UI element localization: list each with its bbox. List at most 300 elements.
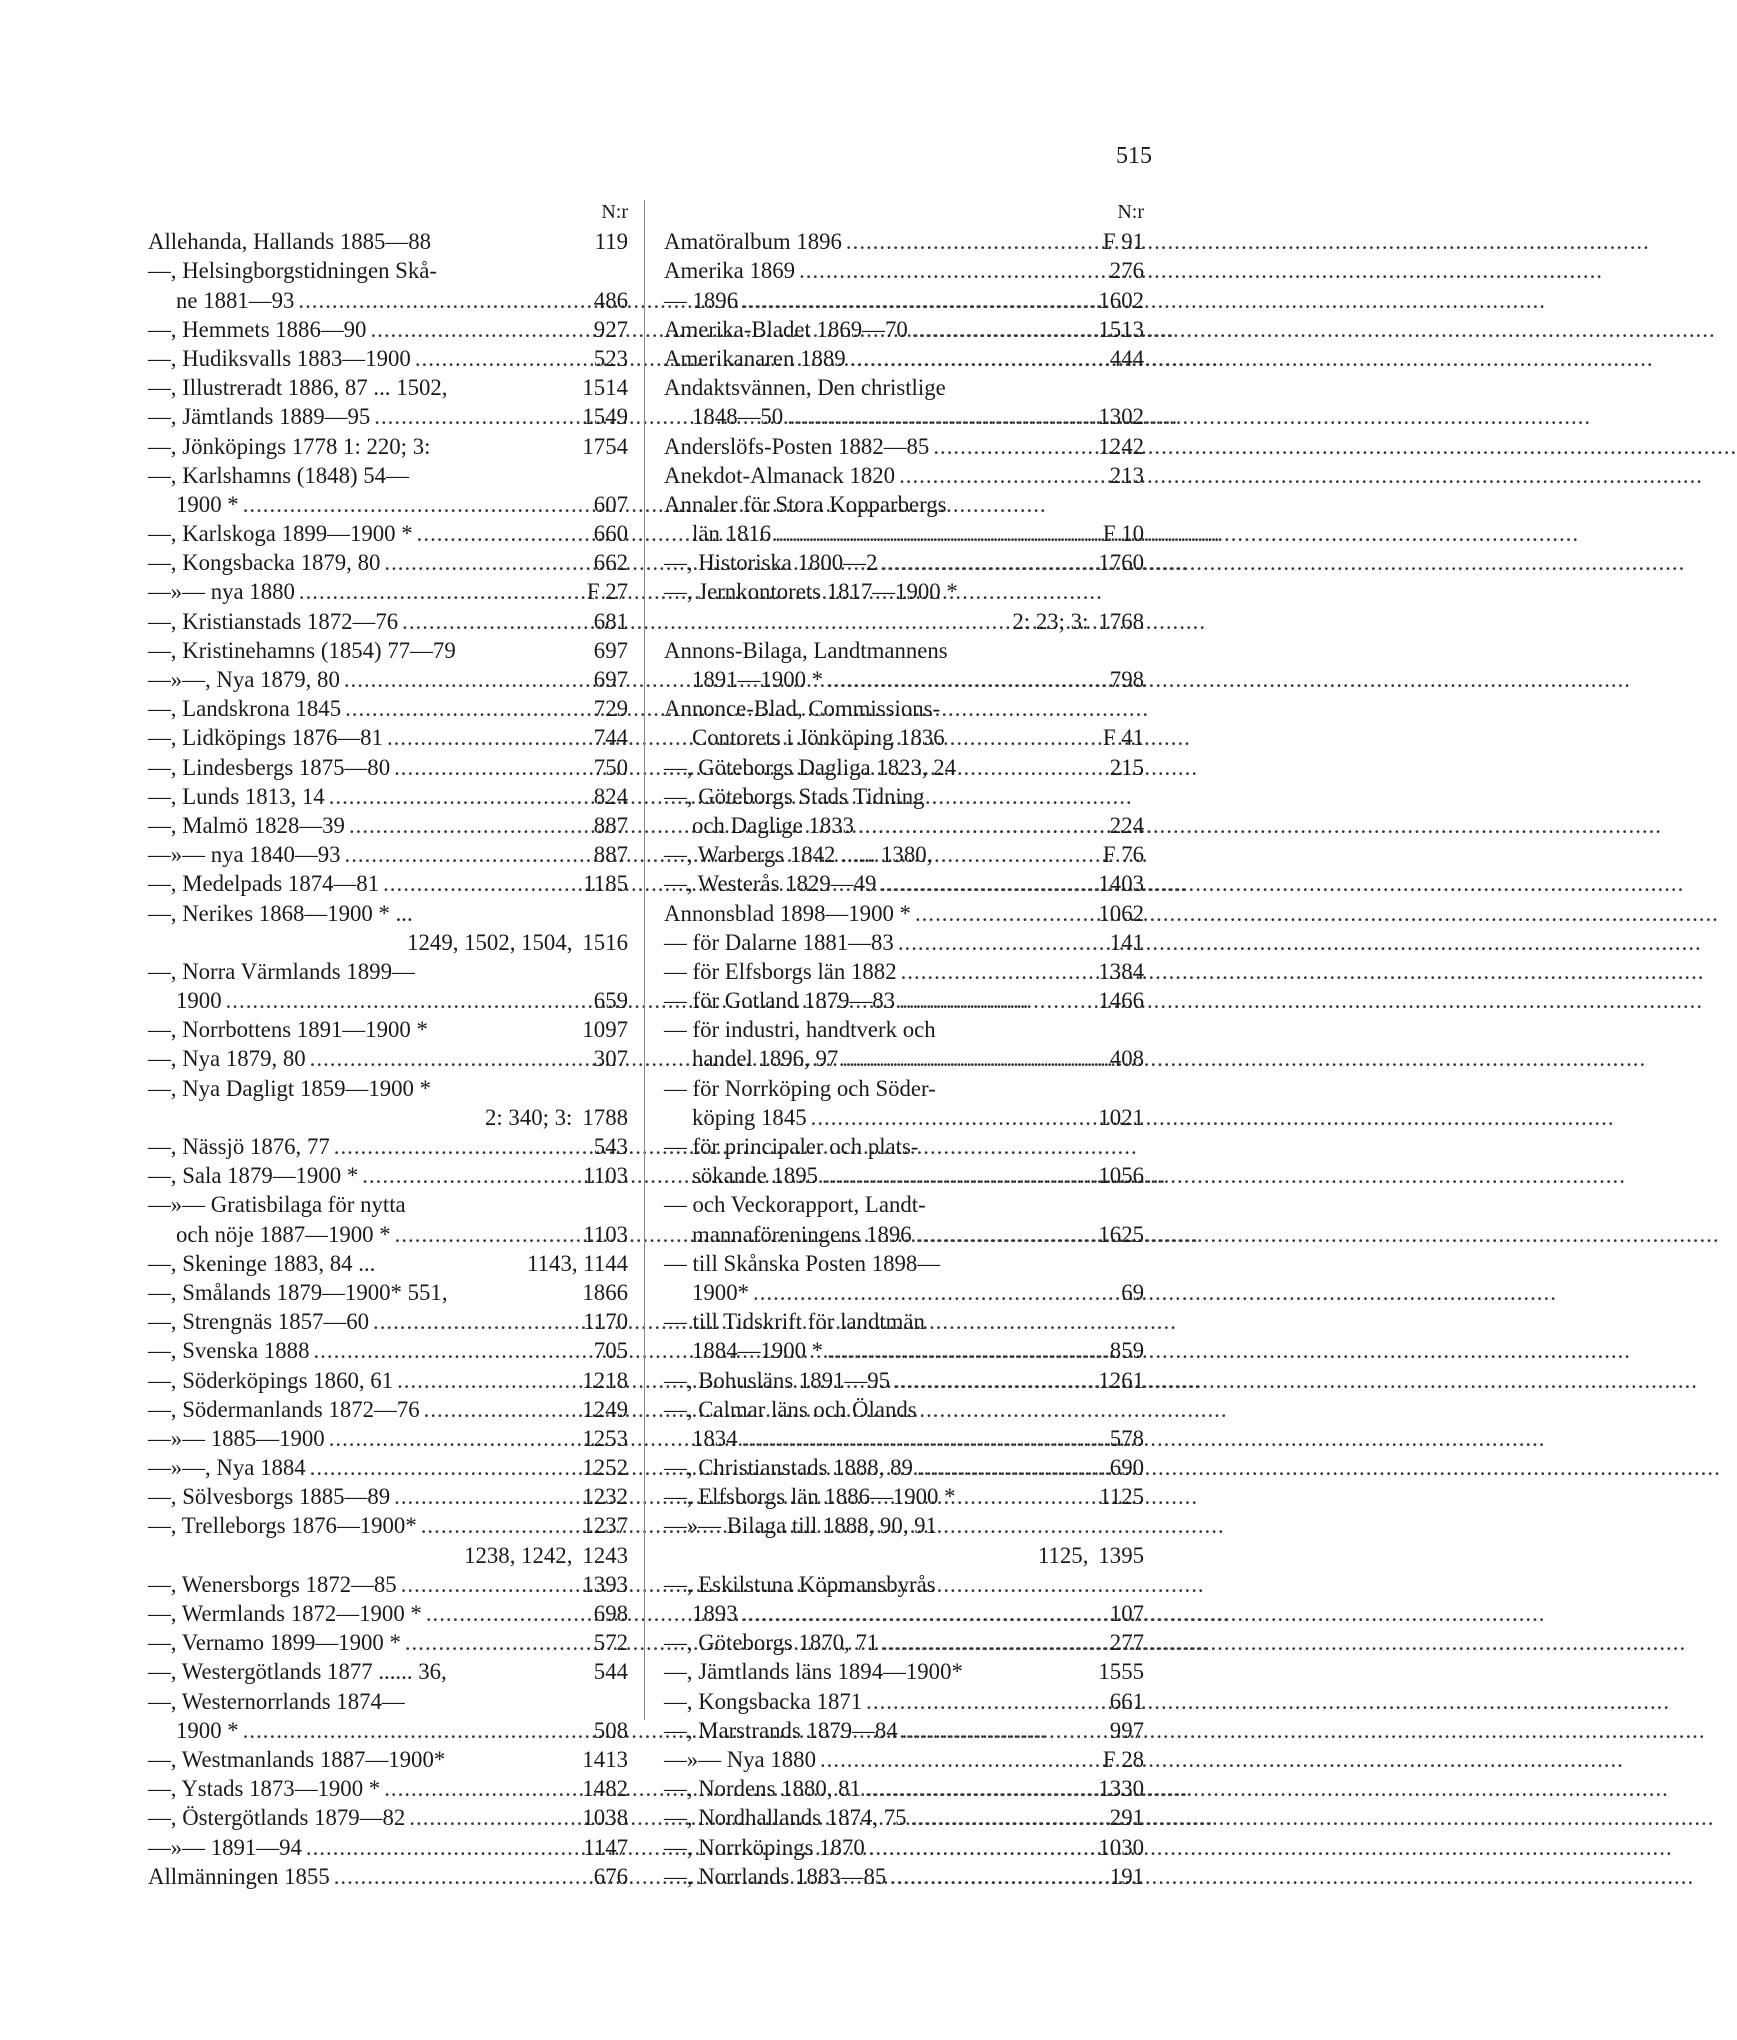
index-entry <box>148 1803 628 1832</box>
index-entry <box>664 694 1144 723</box>
dot-leader <box>827 665 1106 694</box>
index-column-left <box>148 198 628 1891</box>
index-entry <box>664 1774 1144 1803</box>
index-entry <box>664 1687 1144 1716</box>
entry-title: —, Wermlands 1872—1900 * <box>148 1601 422 1626</box>
entry-title: —, Lidköpings 1876—81 <box>148 725 383 751</box>
entry-title: Contorets i Jönköping 1836 <box>692 725 945 751</box>
index-entry <box>664 1511 1144 1540</box>
entry-title: län 1816 <box>692 521 772 547</box>
entry-ref-number: 1549 <box>582 404 628 430</box>
entry-title: —, Wenersborgs 1872—85 <box>148 1571 397 1597</box>
index-entry <box>148 1220 628 1249</box>
entry-ref-number: F 76 <box>1102 842 1144 868</box>
index-entry <box>148 432 628 461</box>
entry-title: Amatöralbum 1896 <box>664 229 842 255</box>
dot-leader <box>933 432 1094 461</box>
entry-ref-number: F 10 <box>1102 521 1144 547</box>
index-entry <box>664 315 1144 344</box>
dot-leader <box>902 1716 1106 1745</box>
index-entry <box>148 1657 628 1686</box>
entry-ref-number: 215 <box>1109 754 1144 780</box>
dot-leader <box>915 899 1094 928</box>
entry-title: —, Jernkontorets 1817—1900 * <box>664 579 958 605</box>
index-entry <box>664 1307 1144 1336</box>
entry-title: —, Östergötlands 1879—82 <box>148 1805 406 1831</box>
index-entry <box>664 1395 1144 1424</box>
entry-title: — för Dalarne 1881—83 <box>664 929 894 955</box>
index-entry <box>148 1599 628 1628</box>
dot-leader <box>395 1220 580 1249</box>
index-entry <box>664 1015 1144 1044</box>
index-entry <box>664 461 1144 490</box>
entry-ref-number: 141 <box>1109 929 1144 955</box>
index-entry <box>148 1628 628 1657</box>
entry-title: Annonsblad 1898—1900 * <box>664 900 911 926</box>
entry-title: Allmänningen 1855 <box>148 1863 330 1889</box>
entry-ref-number: 859 <box>1109 1338 1144 1364</box>
entry-ref-number: 698 <box>593 1601 628 1626</box>
entry-title: —, Christianstads 1888, 89 <box>664 1455 913 1481</box>
dot-leader <box>298 286 589 315</box>
entry-ref-number: 1625 <box>1098 1221 1144 1247</box>
entry-ref-number: 69 <box>1121 1279 1144 1305</box>
index-entry <box>664 1570 1144 1599</box>
dot-leader <box>387 723 590 752</box>
index-entry <box>148 1395 628 1424</box>
entry-title: ne 1881—93 <box>176 287 295 313</box>
entry-ref-number: 1237 <box>582 1513 628 1539</box>
entry-title: —, Calmar läns och Ölands <box>664 1396 917 1422</box>
dot-leader <box>894 1366 1094 1395</box>
entry-title: — och Veckorapport, Landt- <box>664 1192 926 1218</box>
index-entry <box>148 1541 628 1570</box>
entry-ref-number: 508 <box>593 1717 628 1743</box>
dot-leader <box>916 1220 1095 1249</box>
entry-title: och nöje 1887—1900 * <box>176 1221 391 1247</box>
entry-ref-number: 543 <box>593 1134 628 1159</box>
dot-leader <box>243 490 590 519</box>
entry-title: —»— 1885—1900 <box>148 1425 325 1451</box>
entry-title: —, Ystads 1873—1900 * <box>148 1776 381 1802</box>
entry-title: handel 1896, 97 <box>692 1046 839 1072</box>
entry-title: —, Sala 1879—1900 * <box>148 1163 359 1189</box>
dot-leader <box>827 1336 1106 1365</box>
entry-ref-number: 697 <box>593 667 628 692</box>
dot-leader <box>345 694 590 723</box>
dot-leader <box>882 1628 1106 1657</box>
index-entry <box>664 753 1144 782</box>
dot-leader <box>911 1803 1106 1832</box>
entry-title: —, Norrlands 1883—85 <box>664 1863 887 1889</box>
page-number: 515 <box>1116 143 1152 169</box>
entry-ref-number: 578 <box>1109 1425 1144 1451</box>
dot-leader <box>880 869 1094 898</box>
entry-title: Anderslöfs-Posten 1882—85 <box>664 433 930 459</box>
entry-title: —, Nordens 1880, 81 <box>664 1776 861 1802</box>
entry-title: —, Smålands 1879—1900* 551, <box>148 1279 448 1305</box>
index-entry <box>664 1833 1144 1862</box>
dot-leader <box>345 840 590 869</box>
index-entry <box>148 1044 628 1073</box>
index-entry <box>148 957 628 986</box>
entry-ref-number: 676 <box>593 1863 628 1889</box>
entry-title: Allehanda, Hallands 1885—88 <box>148 229 432 255</box>
index-entry <box>148 723 628 752</box>
index-entry <box>148 986 628 1015</box>
entry-title: —, Norrköpings 1870 <box>664 1834 865 1860</box>
entry-ref-number: 1021 <box>1098 1104 1144 1130</box>
entry-title: och Daglige 1833 <box>692 812 855 838</box>
entry-title: —, Göteborgs Dagliga 1823, 24 <box>664 754 957 780</box>
index-entry <box>148 1161 628 1190</box>
index-entry <box>148 548 628 577</box>
dot-leader <box>866 1687 1106 1716</box>
index-entry <box>664 1745 1144 1774</box>
entry-title: —, Norrbottens 1891—1900 * <box>148 1017 428 1043</box>
entry-title: — för Elfsborgs län 1882 <box>664 958 897 984</box>
index-entry <box>148 402 628 431</box>
index-entry <box>664 1103 1144 1132</box>
entry-title: mannaföreningens 1896 <box>692 1221 912 1247</box>
index-entry <box>148 1278 628 1307</box>
entry-ref-number: 1513 <box>1098 316 1144 342</box>
dot-leader <box>858 811 1106 840</box>
dot-leader <box>742 1599 1106 1628</box>
entry-ref-number: 119 <box>594 229 628 255</box>
dot-leader <box>799 256 1106 285</box>
index-entry <box>148 928 628 957</box>
entry-title: — till Skånska Posten 1898— <box>664 1250 941 1276</box>
dot-leader <box>912 315 1095 344</box>
entry-title: 1900 <box>176 988 222 1014</box>
dot-leader <box>417 519 590 548</box>
index-entry <box>664 577 1144 606</box>
entry-ref-number: 1302 <box>1098 404 1144 430</box>
dot-leader <box>226 986 590 1015</box>
dot-leader <box>394 1482 578 1511</box>
entry-title: —, Landskrona 1845 <box>148 696 342 722</box>
entry-ref-number: 1097 <box>582 1017 628 1043</box>
index-entry <box>148 227 628 256</box>
entry-title: —, Svenska 1888 <box>148 1338 310 1364</box>
index-entry <box>664 1657 1144 1686</box>
entry-ref-number: 1602 <box>1098 287 1144 313</box>
index-entry <box>148 1103 628 1132</box>
dot-leader <box>787 402 1094 431</box>
dot-leader <box>426 1599 590 1628</box>
entry-ref-number: 660 <box>593 521 628 547</box>
index-entry <box>664 344 1144 373</box>
index-entry <box>148 373 628 402</box>
dot-leader <box>344 665 590 694</box>
index-entry <box>148 1307 628 1336</box>
entry-ref-number: 1482 <box>582 1776 628 1802</box>
entry-ref-number: 1866 <box>582 1279 628 1305</box>
dot-leader <box>310 1453 579 1482</box>
entry-title: Annonce-Blad, Commissions- <box>664 696 941 722</box>
index-entry <box>664 1803 1144 1832</box>
entry-title: 1900 * <box>176 1717 239 1743</box>
entry-ref-number: 1788 <box>582 1104 628 1130</box>
dot-leader <box>349 811 590 840</box>
entry-title: —, Kongsbacka 1871 <box>664 1688 863 1714</box>
index-entry <box>148 344 628 373</box>
index-entry <box>664 957 1144 986</box>
entry-title: 1893 <box>692 1601 738 1626</box>
dot-leader <box>421 1511 579 1540</box>
entry-title: —, Malmö 1828—39 <box>148 812 345 838</box>
entry-title: Amerika 1869 <box>664 258 796 284</box>
index-entry <box>148 1336 628 1365</box>
entry-title: —, Nordhallands 1874, 75 <box>664 1805 907 1831</box>
entry-ref-number: 887 <box>593 812 628 838</box>
dot-leader <box>753 1278 1117 1307</box>
entry-list-right <box>664 227 1144 1891</box>
dot-leader <box>898 928 1106 957</box>
dot-leader <box>424 1395 579 1424</box>
entry-ref-number: 1218 <box>582 1367 628 1393</box>
entry-ref-number: 729 <box>593 696 628 722</box>
entry-ref-number: 1516 <box>582 929 628 955</box>
entry-ref-number: 1760 <box>1098 550 1144 576</box>
entry-title: 1249, 1502, 1504, <box>407 929 573 955</box>
entry-ref-number: 213 <box>1109 462 1144 488</box>
index-entry <box>664 899 1144 928</box>
dot-leader <box>822 1161 1094 1190</box>
index-entry <box>148 1190 628 1219</box>
entry-title: —, Kristinehamns (1854) 77—79 <box>148 637 456 663</box>
entry-ref-number: 1062 <box>1098 900 1144 926</box>
index-entry <box>664 402 1144 431</box>
entry-title: köping 1845 <box>692 1104 807 1130</box>
index-entry <box>148 1482 628 1511</box>
entry-ref-number: 1413 <box>582 1746 628 1772</box>
index-entry <box>148 577 628 606</box>
entry-title: —, Westmanlands 1887—1900* <box>148 1746 446 1772</box>
entry-ref-number: 1232 <box>582 1484 628 1510</box>
dot-leader <box>313 1336 589 1365</box>
entry-title: 1238, 1242, <box>464 1542 573 1568</box>
index-entry <box>664 1453 1144 1482</box>
entry-ref-number: 659 <box>593 988 628 1014</box>
entry-title: —, Hudiksvalls 1883—1900 <box>148 345 411 371</box>
entry-ref-number: F 41 <box>1102 725 1144 751</box>
dot-leader <box>334 1132 590 1161</box>
entry-title: — 1896 <box>664 287 739 313</box>
entry-title: 1891—1900 * <box>692 667 824 692</box>
entry-ref-number: 798 <box>1109 667 1144 692</box>
entry-title: —, Vernamo 1899—1900 * <box>148 1630 401 1656</box>
index-entry <box>664 723 1144 752</box>
entry-title: —, Eskilstuna Köpmansbyrås <box>664 1571 936 1597</box>
entry-title: —, Hemmets 1886—90 <box>148 316 367 342</box>
entry-title: —»— Nya 1880 <box>664 1746 816 1772</box>
index-entry <box>664 227 1144 256</box>
index-entry <box>148 1366 628 1395</box>
index-entry <box>664 1074 1144 1103</box>
entry-ref-number: 544 <box>593 1659 628 1685</box>
dot-leader <box>306 1833 579 1862</box>
entry-ref-number: 1395 <box>1098 1542 1144 1568</box>
entry-title: —, Jämtlands 1889—95 <box>148 404 371 430</box>
entry-ref-number: 1030 <box>1098 1834 1144 1860</box>
entry-ref-number: 1403 <box>1098 871 1144 897</box>
index-entry <box>664 986 1144 1015</box>
entry-ref-number: 997 <box>1109 1717 1144 1743</box>
index-entry <box>148 256 628 285</box>
dot-leader <box>811 1103 1095 1132</box>
index-entry <box>664 373 1144 402</box>
entry-ref-number: 690 <box>1109 1455 1144 1481</box>
dot-leader <box>334 1862 590 1891</box>
entry-title: —, Warbergs 1842 ...... 1380, <box>664 842 933 868</box>
index-entry <box>148 899 628 928</box>
entry-title: —, Karlskoga 1899—1900 * <box>148 521 413 547</box>
dot-leader <box>384 548 589 577</box>
dot-leader <box>401 1570 579 1599</box>
index-entry <box>148 1132 628 1161</box>
index-entry <box>664 256 1144 285</box>
entry-title: —»— Gratisbilaga för nytta <box>148 1192 406 1218</box>
entry-title: —, Elfsborgs län 1886—1900 * <box>664 1484 956 1510</box>
entry-ref-number: 1393 <box>582 1571 628 1597</box>
entry-title: —, Sölvesborgs 1885—89 <box>148 1484 391 1510</box>
dot-leader <box>402 607 590 636</box>
entry-ref-number: 1261 <box>1098 1367 1144 1393</box>
entry-title: —, Lindesbergs 1875—80 <box>148 754 391 780</box>
entry-title: —»— nya 1880 <box>148 579 295 605</box>
entry-title: — för Gotland 1879—83 <box>664 988 896 1014</box>
entry-title: —, Göteborgs 1870, 71 <box>664 1630 879 1656</box>
entry-title: —, Kongsbacka 1879, 80 <box>148 550 381 576</box>
entry-ref-number: 1514 <box>582 375 628 401</box>
index-entry <box>664 1220 1144 1249</box>
index-entry <box>148 1745 628 1774</box>
entry-list-left <box>148 227 628 1891</box>
dot-leader <box>901 957 1095 986</box>
index-entry <box>664 1482 1144 1511</box>
entry-title: —, Göteborgs Stads Tidning <box>664 783 925 809</box>
index-entry <box>664 1132 1144 1161</box>
entry-title: —, Nerikes 1868—1900 * ... <box>148 900 413 926</box>
entry-ref-number: 1768 <box>1098 608 1144 634</box>
entry-title: Anekdot-Almanack 1820 <box>664 462 896 488</box>
index-entry <box>148 840 628 869</box>
index-entry <box>148 1862 628 1891</box>
entry-title: —, Medelpads 1874—81 <box>148 871 380 897</box>
index-entry <box>664 432 1144 461</box>
index-entry <box>664 840 1144 869</box>
entry-title: —, Westernorrlands 1874— <box>148 1688 405 1714</box>
entry-title: —, Nya 1879, 80 <box>148 1046 306 1072</box>
entry-title: —, Trelleborgs 1876—1900* <box>148 1513 417 1539</box>
entry-title: —»— nya 1840—93 <box>148 842 341 868</box>
index-entry <box>664 286 1144 315</box>
entry-title: Andaktsvännen, Den christlige <box>664 375 946 401</box>
index-entry <box>664 1628 1144 1657</box>
dot-leader <box>384 1774 578 1803</box>
index-entry <box>664 1366 1144 1395</box>
entry-ref-number: 1249 <box>582 1396 628 1422</box>
index-entry <box>148 1716 628 1745</box>
entry-ref-number: 927 <box>593 316 628 342</box>
index-entry <box>148 1511 628 1540</box>
entry-ref-number: 276 <box>1109 258 1144 284</box>
entry-title: —, Norra Värmlands 1899— <box>148 958 415 984</box>
index-entry <box>148 1833 628 1862</box>
entry-ref-number: 661 <box>1109 1688 1144 1714</box>
entry-ref-number: 572 <box>593 1630 628 1656</box>
dot-leader <box>409 1803 578 1832</box>
index-entry <box>148 782 628 811</box>
dot-leader <box>415 344 590 373</box>
index-entry <box>148 811 628 840</box>
entry-title: Annaler för Stora Kopparbergs <box>664 491 947 517</box>
index-entry <box>664 811 1144 840</box>
entry-title: —, Strengnäs 1857—60 <box>148 1309 369 1335</box>
entry-title: — för principaler och plats- <box>664 1134 919 1159</box>
entry-ref-number: 1466 <box>1098 988 1144 1014</box>
entry-ref-number: 1147 <box>583 1834 628 1860</box>
index-entry <box>148 753 628 782</box>
dot-leader <box>890 1862 1106 1891</box>
dot-leader <box>742 1424 1106 1453</box>
index-entry <box>148 1015 628 1044</box>
entry-ref-number: 1754 <box>582 433 628 459</box>
dot-leader <box>362 1161 579 1190</box>
index-entry <box>664 636 1144 665</box>
entry-title: —, Jönköpings 1778 1: 220; 3: <box>148 433 431 459</box>
entry-ref-number: 1330 <box>1098 1776 1144 1802</box>
entry-title: — till Tidskrift för landtmän <box>664 1309 925 1335</box>
entry-ref-number: 750 <box>593 754 628 780</box>
index-entry <box>148 607 628 636</box>
dot-leader <box>846 227 1099 256</box>
dot-leader <box>742 286 1094 315</box>
entry-ref-number: 107 <box>1109 1601 1144 1626</box>
entry-ref-number: 486 <box>593 287 628 313</box>
entry-title: — för industri, handtverk och <box>664 1017 936 1043</box>
index-entry <box>664 782 1144 811</box>
entry-ref-number: 1103 <box>583 1163 628 1189</box>
entry-ref-number: 662 <box>593 550 628 576</box>
index-entry <box>664 490 1144 519</box>
entry-ref-number: 744 <box>593 725 628 751</box>
index-entry <box>148 665 628 694</box>
entry-title: —, Marstrands 1879—84 <box>664 1717 898 1743</box>
index-entry <box>148 694 628 723</box>
dot-leader <box>899 461 1106 490</box>
dot-leader <box>405 1628 590 1657</box>
dot-leader <box>820 1745 1099 1774</box>
index-entry <box>148 1453 628 1482</box>
index-entry <box>148 869 628 898</box>
index-entry <box>664 1278 1144 1307</box>
entry-title: 2: 23; 3: <box>1012 608 1089 634</box>
dot-leader <box>899 986 1094 1015</box>
index-entry <box>664 1161 1144 1190</box>
entry-title: —, Karlshamns (1848) 54— <box>148 462 409 488</box>
entry-ref-number: 697 <box>593 637 628 663</box>
index-entry <box>148 315 628 344</box>
index-entry <box>664 1190 1144 1219</box>
entry-title: —, Kristianstads 1872—76 <box>148 608 399 634</box>
index-entry <box>664 548 1144 577</box>
entry-title: —, Södermanlands 1872—76 <box>148 1396 420 1422</box>
index-entry <box>148 1249 628 1278</box>
entry-ref-number: 607 <box>593 491 628 517</box>
